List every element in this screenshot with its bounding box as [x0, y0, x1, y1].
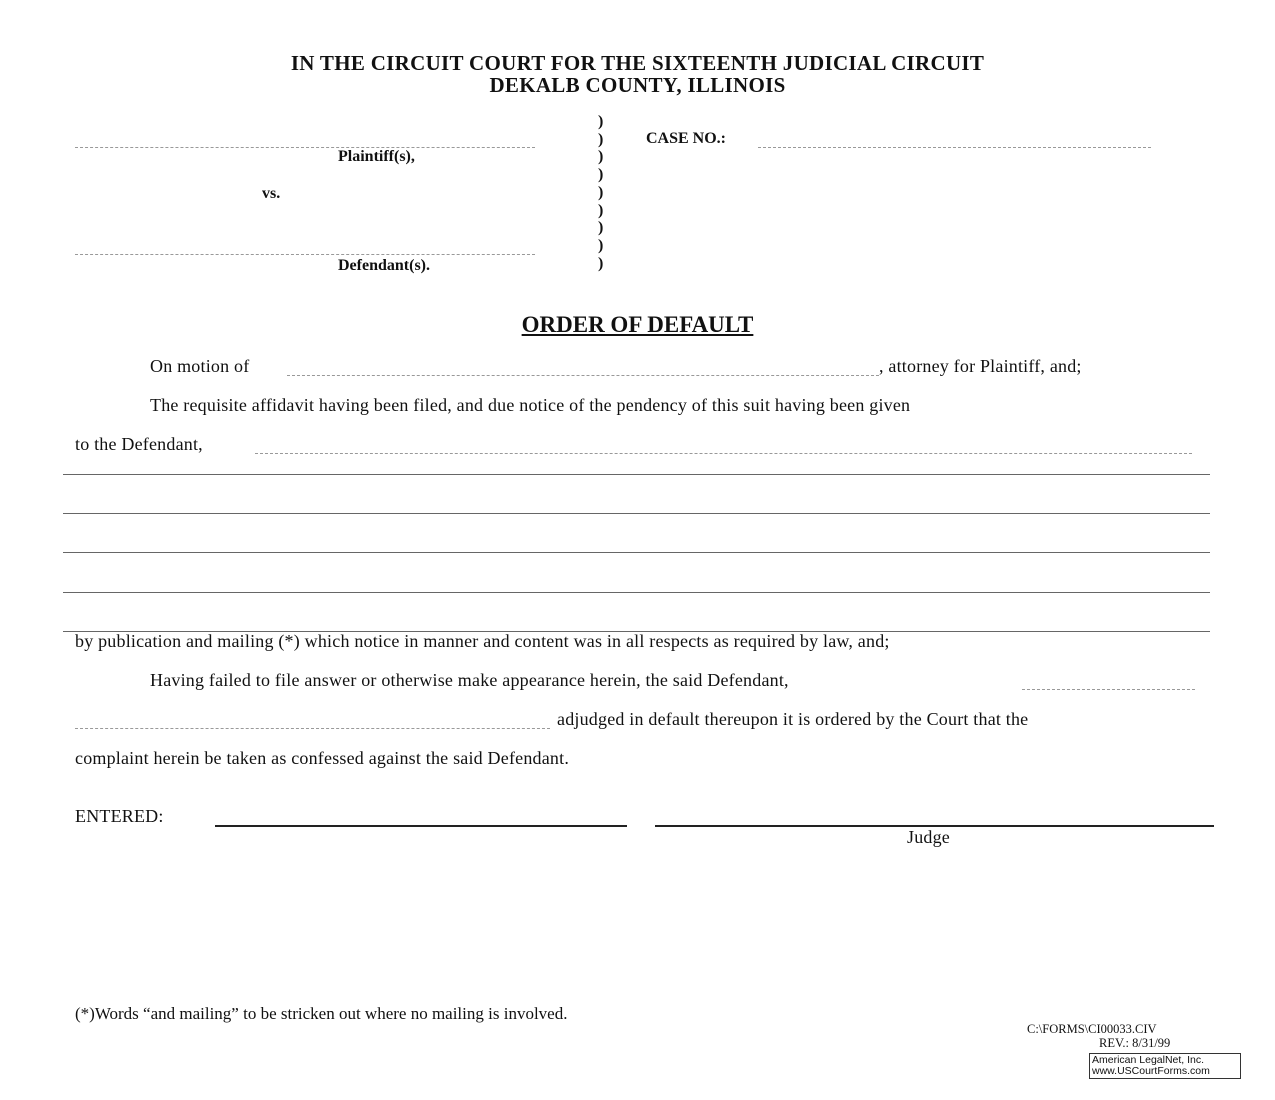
publisher-url[interactable]: www.USCourtForms.com [1092, 1065, 1210, 1077]
defendant-name-blank[interactable] [255, 453, 1192, 454]
failed-text: Having failed to file answer or otherwise make appearance herein, the said Defendant, [150, 670, 789, 690]
court-county: DEKALB COUNTY, ILLINOIS [489, 73, 786, 97]
publisher-box [1089, 1053, 1241, 1079]
blank-line[interactable] [63, 592, 1210, 593]
footnote: (*)Words “and mailing” to be stricken out where no mailing is involved. [75, 1004, 568, 1023]
to-defendant-text: to the Defendant, [75, 434, 203, 454]
motion-prefix: On motion of [150, 356, 250, 376]
motion-suffix: , attorney for Plaintiff, and; [879, 356, 1082, 376]
defaulting-defendant-blank-2[interactable] [75, 728, 550, 729]
blank-line[interactable] [63, 552, 1210, 553]
publisher-name: American LegalNet, Inc. [1092, 1054, 1205, 1066]
blank-line[interactable] [63, 474, 1210, 475]
document-title: ORDER OF DEFAULT [521, 312, 754, 337]
affidavit-text: The requisite affidavit having been filed, and due notice of the pendency of this suit having been given [150, 395, 911, 415]
adjudged-text: adjudged in default thereupon it is ordered by the Court that the [557, 709, 1029, 729]
plaintiff-label: Plaintiff(s), [338, 148, 415, 165]
entered-label: ENTERED: [75, 806, 164, 826]
entered-date-line[interactable] [215, 825, 627, 827]
defendant-blank[interactable] [75, 254, 535, 255]
blank-line[interactable] [63, 513, 1210, 514]
judge-label: Judge [907, 827, 950, 847]
defaulting-defendant-blank[interactable] [1022, 689, 1195, 690]
complaint-text: complaint herein be taken as confessed against the said Defendant. [75, 748, 570, 768]
defendant-label: Defendant(s). [338, 257, 430, 274]
publication-text: by publication and mailing (*) which notice in manner and content was in all respects as required by law, and; [75, 631, 890, 651]
form-revision: REV.: 8/31/99 [1099, 1036, 1171, 1050]
case-no-label: CASE NO.: [646, 130, 727, 147]
court-name: IN THE CIRCUIT COURT FOR THE SIXTEENTH JUDICIAL CIRCUIT [290, 51, 985, 75]
plaintiff-blank[interactable] [75, 147, 535, 148]
attorney-blank[interactable] [287, 375, 879, 376]
vs-label: vs. [262, 185, 281, 202]
caption-parens: ) ) ) ) ) ) ) ) ) [598, 113, 604, 272]
form-path: C:\FORMS\CI00033.CIV [1027, 1022, 1157, 1036]
case-no-blank[interactable] [758, 147, 1151, 148]
